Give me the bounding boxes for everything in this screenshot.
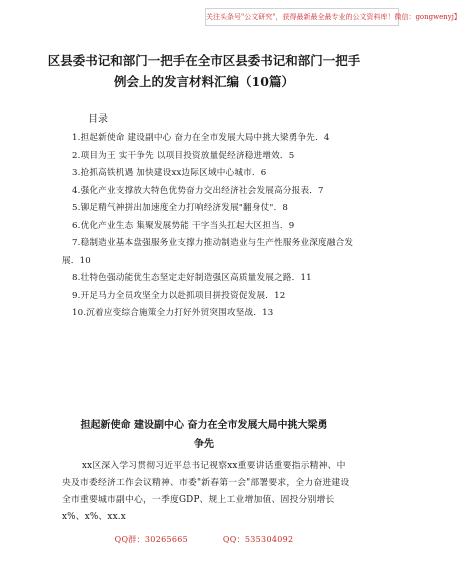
footer-qq: QQ：535304092 (222, 535, 294, 544)
toc-item: 1.担起新使命 建设副中心 奋力在全市发展大局中挑大梁勇争先．4 (72, 133, 330, 143)
table-of-contents (62, 130, 356, 323)
footer-qq-group: QQ群：30265665 (114, 535, 189, 544)
body-paragraph: xx区深入学习贯彻习近平总书记视察xx重要讲话重要指示精神、中央及市委经济工作会议精神、市委"新春第一会"部署要求，全力奋进建设全市重要城市副中心，一季度GDP、规上工业增加值、固投分别增长x%、x%、xx.x (62, 461, 350, 522)
toc-item: 7.稳制造业基本盘强服务业支撑力推动制造业与生产性服务业深度融合发展．10 (62, 238, 354, 266)
toc-item: 9.开足马力全员攻坚全力以赴抓项目拼投资促发展．12 (72, 290, 286, 301)
section-title-line-1: 担起新使命 建设副中心 奋力在全市发展大局中挑大梁勇 (80, 420, 328, 431)
toc-item: 3.抢抓高铁机遇 加快建设xx边际区域中心城市．6 (72, 168, 267, 178)
section-title-line-2: 争先 (194, 439, 214, 450)
document-title (40, 50, 368, 92)
toc-item: 10.沉着应变综合施策全力打好外贸突围攻坚战．13 (72, 308, 274, 318)
toc-item: 2.项目为王 实干争先 以项目投资放量促经济稳进增效．5 (72, 150, 295, 161)
footer (0, 534, 408, 545)
toc-item: 8.壮特色强动能优生态坚定走好制造强区高质量发展之路．11 (72, 273, 312, 283)
header-banner: 关注头条号"公文研究"，获得最新最全最专业的公文资料库！微信：gongwenyj】 (205, 8, 399, 26)
section-title (56, 416, 352, 454)
document-title-line-1: 区县委书记和部门一把手在全市区县委书记和部门一把手 (47, 53, 361, 68)
toc-item: 5.铆足精气神拼出加速度全力打响经济发展"翻身仗"．8 (72, 203, 289, 213)
toc-item: 6.优化产业生态 集聚发展势能 干字当头扛起大区担当．9 (72, 220, 295, 231)
toc-heading: 目录 (88, 114, 108, 125)
document-title-line-2: 例会上的发言材料汇编（10篇） (114, 74, 294, 89)
toc-item: 4.强化产业支撑放大特色优势奋力交出经济社会发展高分报表．7 (72, 185, 324, 196)
